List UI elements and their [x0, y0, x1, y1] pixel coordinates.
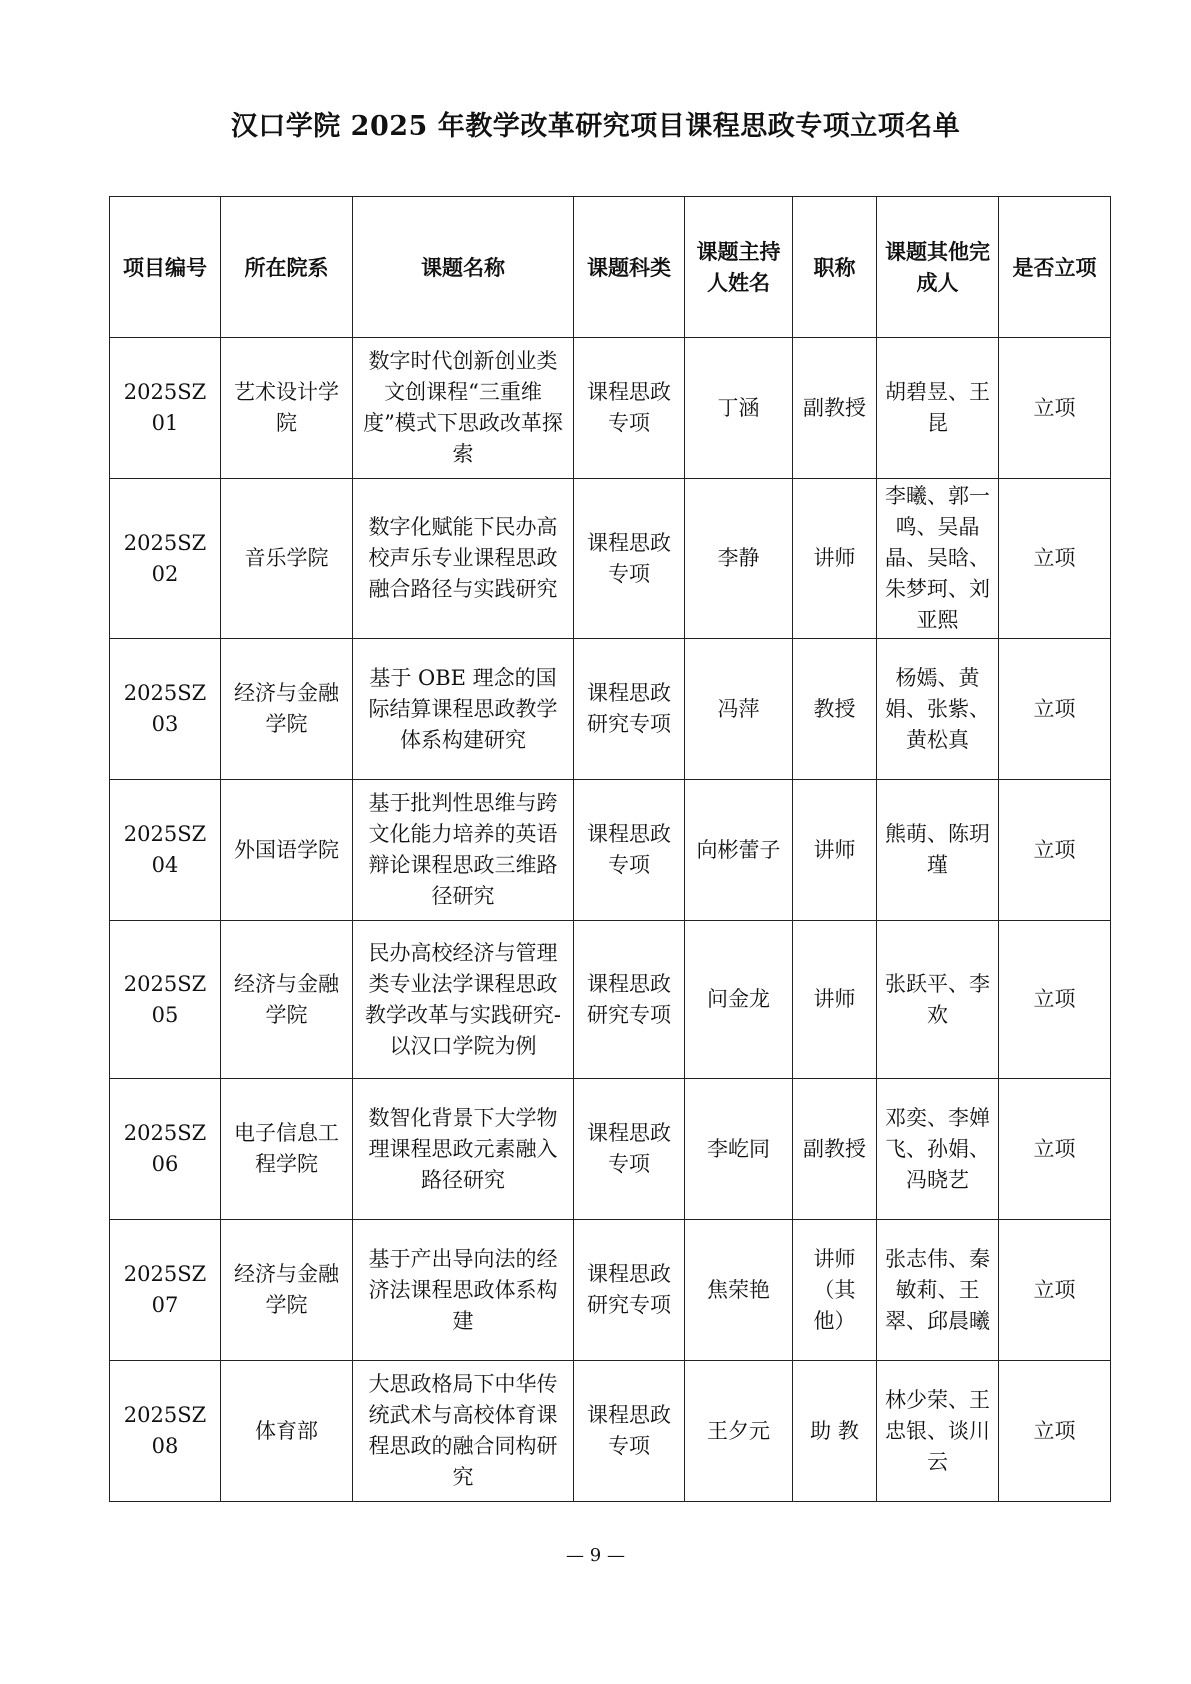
cell-members: 林少荣、王忠银、谈川云	[877, 1361, 999, 1502]
table-row	[110, 1220, 1111, 1361]
cell-rank: 讲师	[793, 780, 877, 921]
cell-leader: 丁涵	[685, 338, 793, 479]
cell-department: 外国语学院	[221, 780, 353, 921]
table-row	[110, 780, 1111, 921]
cell-members: 李曦、郭一鸣、吴晶晶、吴晗、朱梦珂、刘亚熙	[877, 479, 999, 639]
cell-category: 课程思政专项	[574, 479, 685, 639]
cell-rank: 副教授	[793, 1079, 877, 1220]
table-row	[110, 639, 1111, 780]
cell-members: 邓奕、李婵飞、孙娟、冯晓艺	[877, 1079, 999, 1220]
table-body	[110, 338, 1111, 1502]
cell-rank: 副教授	[793, 338, 877, 479]
cell-category: 课程思政研究专项	[574, 1220, 685, 1361]
cell-department: 艺术设计学院	[221, 338, 353, 479]
header-rank: 职称	[793, 197, 877, 338]
cell-category: 课程思政专项	[574, 1079, 685, 1220]
cell-project-title: 数字化赋能下民办高校声乐专业课程思政融合路径与实践研究	[353, 479, 574, 639]
cell-project-id: 2025SZ06	[110, 1079, 221, 1220]
cell-approved: 立项	[999, 921, 1111, 1079]
cell-leader: 问金龙	[685, 921, 793, 1079]
cell-leader: 向彬蕾子	[685, 780, 793, 921]
cell-category: 课程思政专项	[574, 780, 685, 921]
cell-approved: 立项	[999, 1079, 1111, 1220]
cell-approved: 立项	[999, 479, 1111, 639]
table-row	[110, 1079, 1111, 1220]
cell-department: 电子信息工程学院	[221, 1079, 353, 1220]
table-header-row	[110, 197, 1111, 338]
header-project-id: 项目编号	[110, 197, 221, 338]
header-project-title: 课题名称	[353, 197, 574, 338]
cell-approved: 立项	[999, 1361, 1111, 1502]
cell-rank: 讲师	[793, 479, 877, 639]
cell-rank: 讲师（其他）	[793, 1220, 877, 1361]
cell-project-id: 2025SZ07	[110, 1220, 221, 1361]
cell-leader: 王夕元	[685, 1361, 793, 1502]
cell-project-id: 2025SZ04	[110, 780, 221, 921]
cell-approved: 立项	[999, 639, 1111, 780]
cell-project-title: 基于产出导向法的经济法课程思政体系构建	[353, 1220, 574, 1361]
cell-project-title: 数字时代创新创业类文创课程“三重维度”模式下思政改革探索	[353, 338, 574, 479]
project-list-table	[109, 196, 1111, 1502]
cell-category: 课程思政研究专项	[574, 921, 685, 1079]
cell-project-title: 基于批判性思维与跨文化能力培养的英语辩论课程思政三维路径研究	[353, 780, 574, 921]
header-members: 课题其他完成人	[877, 197, 999, 338]
cell-members: 胡碧昱、王昆	[877, 338, 999, 479]
cell-department: 经济与金融学院	[221, 921, 353, 1079]
cell-members: 张跃平、李欢	[877, 921, 999, 1079]
cell-rank: 教授	[793, 639, 877, 780]
cell-department: 经济与金融学院	[221, 639, 353, 780]
cell-category: 课程思政专项	[574, 338, 685, 479]
cell-project-title: 民办高校经济与管理类专业法学课程思政教学改革与实践研究-以汉口学院为例	[353, 921, 574, 1079]
cell-category: 课程思政专项	[574, 1361, 685, 1502]
cell-project-id: 2025SZ03	[110, 639, 221, 780]
table-row	[110, 479, 1111, 639]
cell-project-title: 基于 OBE 理念的国际结算课程思政教学体系构建研究	[353, 639, 574, 780]
cell-project-id: 2025SZ05	[110, 921, 221, 1079]
cell-leader: 焦荣艳	[685, 1220, 793, 1361]
cell-rank: 讲师	[793, 921, 877, 1079]
cell-department: 体育部	[221, 1361, 353, 1502]
cell-members: 张志伟、秦敏莉、王翠、邱晨曦	[877, 1220, 999, 1361]
cell-project-title: 数智化背景下大学物理课程思政元素融入路径研究	[353, 1079, 574, 1220]
cell-leader: 李屹同	[685, 1079, 793, 1220]
cell-leader: 冯萍	[685, 639, 793, 780]
table-row	[110, 921, 1111, 1079]
cell-project-id: 2025SZ08	[110, 1361, 221, 1502]
cell-project-id: 2025SZ01	[110, 338, 221, 479]
header-category: 课题科类	[574, 197, 685, 338]
header-approved: 是否立项	[999, 197, 1111, 338]
cell-project-id: 2025SZ02	[110, 479, 221, 639]
cell-leader: 李静	[685, 479, 793, 639]
cell-category: 课程思政研究专项	[574, 639, 685, 780]
header-leader: 课题主持人姓名	[685, 197, 793, 338]
header-department: 所在院系	[221, 197, 353, 338]
table-row	[110, 1361, 1111, 1502]
cell-project-title: 大思政格局下中华传统武术与高校体育课程思政的融合同构研究	[353, 1361, 574, 1502]
cell-approved: 立项	[999, 338, 1111, 479]
table-row	[110, 338, 1111, 479]
cell-department: 经济与金融学院	[221, 1220, 353, 1361]
page-title: 汉口学院 2025 年教学改革研究项目课程思政专项立项名单	[230, 111, 961, 142]
page-number: — 9 —	[566, 1545, 625, 1566]
cell-approved: 立项	[999, 780, 1111, 921]
cell-rank: 助 教	[793, 1361, 877, 1502]
cell-approved: 立项	[999, 1220, 1111, 1361]
cell-members: 杨嫣、黄娟、张紫、黄松真	[877, 639, 999, 780]
cell-members: 熊萌、陈玥瑾	[877, 780, 999, 921]
cell-department: 音乐学院	[221, 479, 353, 639]
